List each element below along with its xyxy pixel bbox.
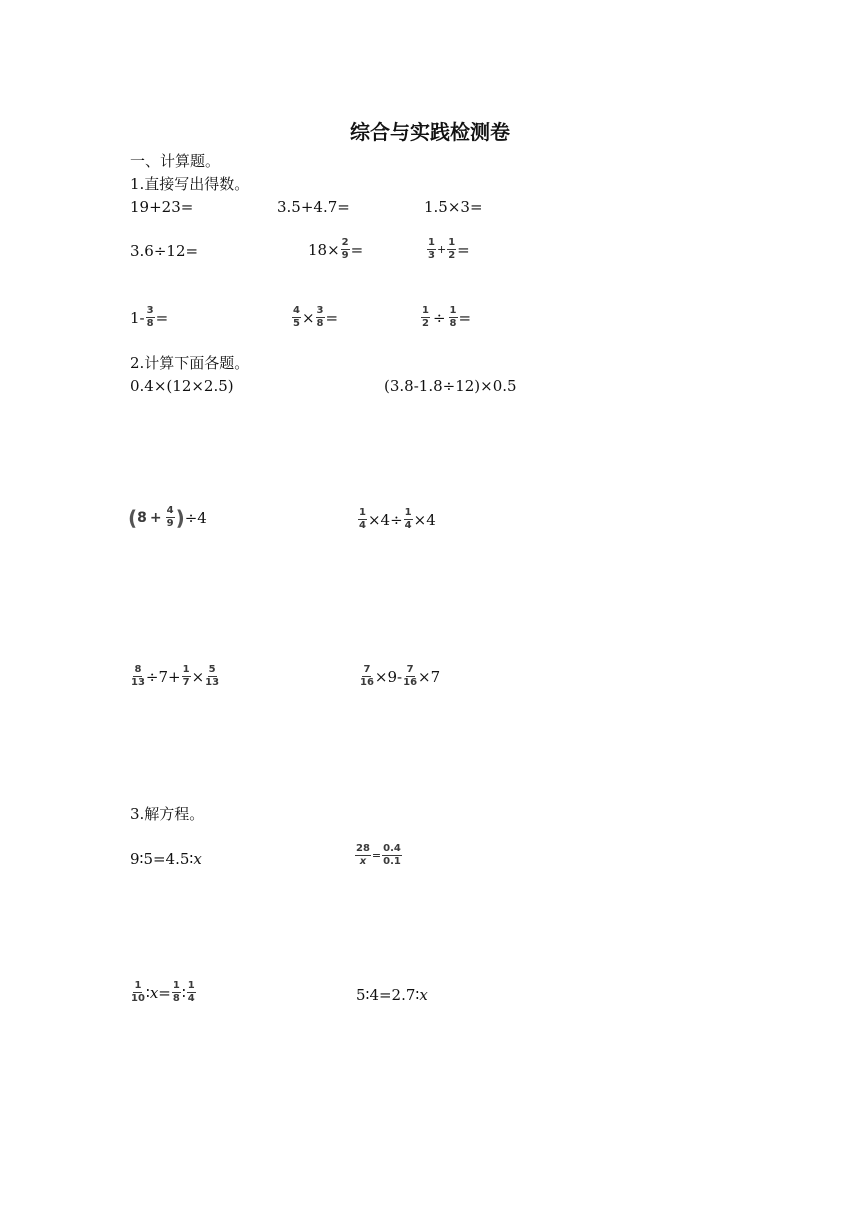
numerator: 1 (182, 664, 190, 675)
denominator: 2 (448, 250, 456, 261)
denominator: 3 (428, 250, 435, 261)
equation-3 (130, 981, 197, 1004)
fraction (427, 238, 436, 261)
problem-1a: 19+23= (130, 198, 194, 216)
problem-1e (308, 238, 363, 261)
denominator: 13 (131, 677, 145, 688)
text: = (457, 240, 470, 259)
operator: × (301, 308, 315, 327)
question-1-heading: 1.直接写出得数。 (130, 175, 250, 193)
problem-1f (426, 238, 470, 261)
fraction (447, 238, 456, 261)
text: ÷4 (184, 508, 207, 527)
problem-1i (420, 306, 471, 329)
numerator: 28 (356, 843, 370, 854)
text: ×7 (418, 667, 441, 686)
fraction (182, 665, 191, 688)
numerator: 1 (187, 980, 195, 991)
numerator: 4 (293, 305, 300, 316)
fraction (292, 306, 301, 329)
text: ∶ (145, 983, 150, 1002)
problem-2d (357, 508, 436, 531)
denominator: 2 (422, 318, 429, 329)
operator: ÷ (432, 308, 446, 327)
numerator: 1 (359, 507, 366, 518)
fraction (131, 981, 145, 1004)
numerator: 1 (422, 305, 429, 316)
problem-1g (130, 306, 168, 329)
left-paren: ( (128, 505, 138, 530)
denominator: 4 (359, 520, 366, 531)
denominator: 0.1 (383, 856, 401, 867)
fraction (421, 306, 430, 329)
text: = (325, 308, 339, 327)
fraction (355, 844, 371, 867)
fraction (403, 665, 417, 688)
question-2-heading: 2.计算下面各题。 (130, 354, 250, 372)
denominator: 4 (404, 520, 412, 531)
fraction (187, 981, 196, 1004)
variable: x (193, 850, 202, 868)
numerator: 1 (134, 980, 142, 991)
text: ×4 (413, 510, 436, 529)
denominator: 9 (166, 518, 174, 529)
text: × (191, 667, 205, 686)
denominator: 8 (449, 318, 457, 329)
numerator: 1 (448, 237, 456, 248)
question-3-heading: 3.解方程。 (130, 805, 205, 823)
numerator: 0.4 (383, 843, 401, 854)
numerator: 7 (406, 664, 414, 675)
denominator: 16 (403, 677, 418, 688)
text: ×4÷ (367, 510, 403, 529)
denominator: 10 (131, 993, 145, 1004)
problem-1c: 1.5×3= (424, 198, 483, 216)
problem-2f (359, 665, 440, 688)
variable: x (149, 983, 159, 1002)
text: ÷7+ (145, 667, 181, 686)
right-paren: ) (175, 505, 185, 530)
denominator: x (359, 856, 367, 867)
numerator: 1 (172, 980, 180, 991)
section-heading: 一、计算题。 (130, 152, 221, 170)
operator: = (371, 848, 382, 862)
denominator: 7 (182, 677, 190, 688)
variable: x (419, 986, 428, 1004)
numerator: 5 (208, 664, 216, 675)
numerator: 1 (404, 507, 412, 518)
numerator: 3 (146, 305, 154, 316)
numerator: 1 (449, 305, 457, 316)
numerator: 8 (134, 664, 142, 675)
text: 1- (130, 308, 145, 327)
equation-4 (356, 986, 428, 1004)
text: 18× (308, 240, 340, 259)
text: = (458, 308, 472, 327)
denominator: 8 (146, 318, 154, 329)
operator: = (158, 983, 171, 1002)
problem-1h (291, 306, 338, 329)
fraction (166, 506, 175, 529)
fraction (404, 508, 413, 531)
problem-2b: (3.8-1.8÷12)×0.5 (384, 377, 517, 395)
operator: + (149, 509, 162, 526)
denominator: 8 (172, 993, 180, 1004)
text: = (155, 308, 169, 327)
denominator: 9 (341, 250, 349, 261)
fraction (449, 306, 458, 329)
denominator: 8 (316, 318, 324, 329)
problem-1d: 3.6÷12= (130, 242, 199, 260)
page-title: 综合与实践检测卷 (350, 120, 510, 144)
fraction (131, 665, 145, 688)
problem-2c (128, 506, 207, 529)
fraction (205, 665, 219, 688)
denominator: 13 (205, 677, 220, 688)
equation-2 (354, 844, 403, 867)
text: ×9- (374, 667, 403, 686)
operator: + (436, 242, 447, 256)
equation-1 (130, 850, 202, 868)
text: = (350, 240, 364, 259)
fraction (358, 508, 367, 531)
numerator: 7 (363, 664, 371, 675)
numerator: 1 (428, 237, 435, 248)
problem-2a: 0.4×(12×2.5) (130, 377, 234, 395)
fraction (382, 844, 402, 867)
problem-1b: 3.5+4.7= (277, 198, 350, 216)
fraction (146, 306, 155, 329)
fraction (172, 981, 181, 1004)
denominator: 16 (360, 677, 374, 688)
fraction (360, 665, 374, 688)
numerator: 4 (166, 505, 174, 516)
numerator: 3 (316, 305, 324, 316)
denominator: 4 (187, 993, 195, 1004)
numerator: 2 (341, 237, 349, 248)
fraction (316, 306, 325, 329)
text: ∶ (181, 983, 186, 1002)
denominator: 5 (293, 318, 300, 329)
problem-2e (130, 665, 220, 688)
text: 5∶4=2.7∶ (356, 986, 420, 1004)
fraction (341, 238, 350, 261)
number: 8 (137, 509, 147, 526)
text: 9∶5=4.5∶ (130, 850, 194, 868)
